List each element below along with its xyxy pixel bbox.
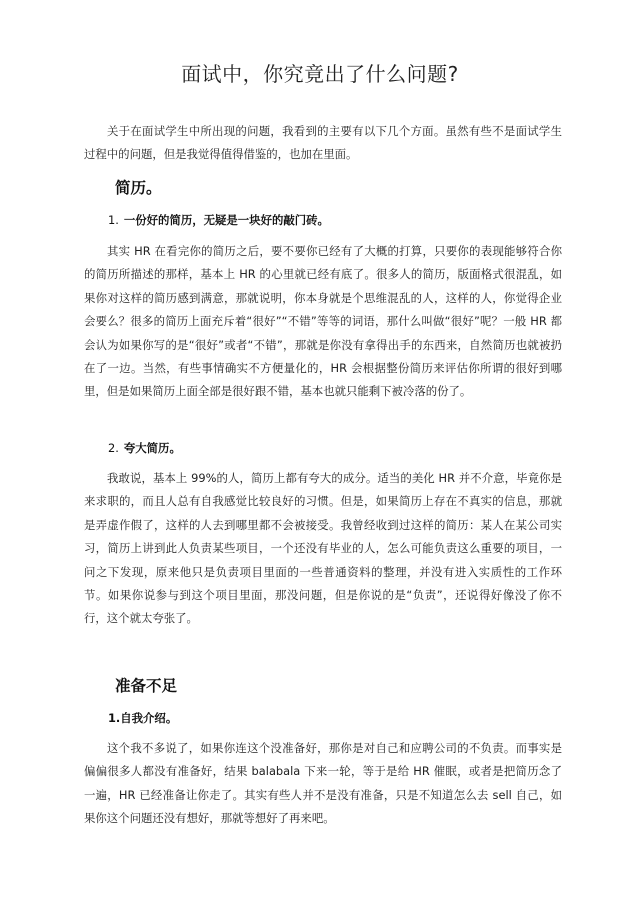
section-heading-resume: 简历。 (115, 179, 162, 197)
subheading-good-resume (108, 212, 329, 228)
paragraph-self-intro: 这个我不多说了，如果你连这个没准备好，那你是对自己和应聘公司的不负责。而事实是偏偏很多人都没有准备好，结果 balabala 下来一轮，等于是给 HR 催眠，或者是把简历念了一遍，HR 已经准备让你走了。其实有些人并不是没有准备，只是不知道怎么去 sell 自己，如果你这个问题还没有想好，那就等想好了再来吧。 (84, 741, 562, 826)
subheading-text: 一份好的简历，无疑是一块好的敲门砖。 (123, 213, 329, 227)
page-title: 面试中，你究竟出了什么问题? (181, 62, 459, 86)
section-heading-insufficient-prep: 准备不足 (115, 677, 178, 695)
paragraph-exaggerated-resume: 我敢说，基本上 99%的人，简历上都有夸大的成分。适当的美化 HR 并不介意，毕竟你是来求职的，而且人总有自我感觉比较良好的习惯。但是，如果简历上存在不真实的信息，那就是弄虚作假了，这样的人去到哪里都不会被接受。我曾经收到过这样的简历：某人在某公司实习，简历上讲到此人负责某些项目，一个还没有毕业的人，怎么可能负责这么重要的项目，一问之下发现，原来他只是负责项目里面的一些普通资料的整理，并没有进入实质性的工作环节。如果你说参与到这个项目里面，那没问题，但是你说的是“负责”，还说得好像没了你不行，这个就太夸张了。 (84, 471, 562, 626)
subheading-self-intro: 1.自我介绍。 (108, 711, 178, 725)
subheading-exaggerated-resume (108, 440, 181, 456)
subheading-number: 2. (108, 441, 119, 455)
paragraph-good-resume: 其实 HR 在看完你的简历之后，要不要你已经有了大概的打算，只要你的表现能够符合你的简历所描述的那样，基本上 HR 的心里就已经有底了。很多人的简历，版面格式很混乱，如果你对这样的简历感到满意，那就说明，你本身就是个思维混乱的人，这样的人，你觉得企业会要么？很多的简历上面充斥着“很好”“不错”等等的词语，那什么叫做“很好”呢？一般 HR 都会认为如果你写的是“很好”或者“不错”，那就是你没有拿得出手的东西来，自然简历也就被扔在了一边。当然，有些事情确实不方便量化的，HR 会根据整份简历来评估你所谓的很好到哪里，但是如果简历上面全部是很好跟不错，基本也就只能剩下被冷落的份了。 (84, 244, 562, 399)
intro-paragraph: 关于在面试学生中所出现的问题，我看到的主要有以下几个方面。虽然有些不是面试学生过程中的问题，但是我觉得值得借鉴的，也加在里面。 (84, 124, 562, 162)
subheading-text: 夸大简历。 (123, 441, 181, 455)
subheading-number: 1. (108, 213, 119, 227)
